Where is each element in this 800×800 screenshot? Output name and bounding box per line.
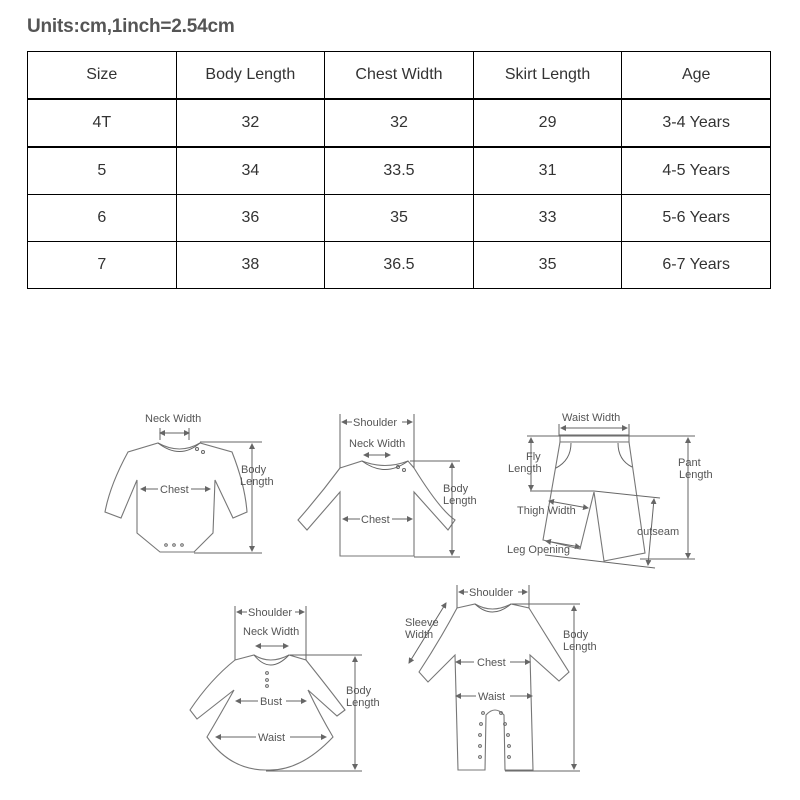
cell: 31 (473, 147, 622, 195)
label-shoulder: Shoulder (248, 607, 293, 619)
label-waist: Waist (478, 691, 506, 703)
label-body-length-1: Body (346, 685, 372, 697)
cell: 33 (473, 195, 622, 242)
label-neck-width: Neck Width (243, 626, 300, 638)
label-sleeve-width-1: Sleeve (405, 617, 439, 629)
dress-diagram (190, 606, 380, 771)
label-body-length-2: Length (563, 641, 597, 653)
label-body-length-1: Body (443, 483, 469, 495)
header-chest-width: Chest Width (325, 52, 474, 100)
label-body-length-1: Body (241, 464, 267, 476)
cell: 32 (325, 99, 474, 147)
cell: 32 (176, 99, 325, 147)
label-shoulder: Shoulder (469, 587, 514, 599)
label-chest: Chest (477, 657, 506, 669)
label-body-length-1: Body (563, 629, 589, 641)
cell: 33.5 (325, 147, 474, 195)
label-chest: Chest (160, 484, 189, 496)
label-body-length-2: Length (240, 476, 274, 488)
label-pant-length-1: Pant (678, 457, 701, 469)
cell: 36 (176, 195, 325, 242)
label-thigh-width: Thigh Width (517, 505, 576, 517)
cell: 5-6 Years (622, 195, 771, 242)
cell: 4-5 Years (622, 147, 771, 195)
label-bust: Bust (260, 696, 283, 708)
header-size: Size (28, 52, 177, 100)
cell: 6 (28, 195, 177, 242)
cell: 35 (473, 242, 622, 289)
label-fly-length-2: Length (508, 463, 542, 475)
label-waist-width: Waist Width (562, 412, 621, 424)
label-neck-width: Neck Width (349, 438, 406, 450)
label-pant-length-2: Length (679, 469, 713, 481)
header-age: Age (622, 52, 771, 100)
header-skirt-length: Skirt Length (473, 52, 622, 100)
label-shoulder: Shoulder (353, 417, 398, 429)
pants-diagram (507, 412, 713, 568)
cell: 4T (28, 99, 177, 147)
header-body-length: Body Length (176, 52, 325, 100)
cell: 38 (176, 242, 325, 289)
cell: 6-7 Years (622, 242, 771, 289)
cell: 29 (473, 99, 622, 147)
label-fly-length-1: Fly (526, 451, 541, 463)
label-body-length-2: Length (346, 697, 380, 709)
label-sleeve-width-2: Width (405, 629, 434, 641)
cell: 3-4 Years (622, 99, 771, 147)
label-outseam: outseam (637, 526, 680, 538)
cell: 34 (176, 147, 325, 195)
label-chest: Chest (361, 514, 390, 526)
label-neck-width: Neck Width (145, 413, 202, 425)
units-note: Units:cm,1inch=2.54cm (27, 16, 235, 37)
cell: 7 (28, 242, 177, 289)
top-diagram (298, 414, 477, 557)
label-leg-opening: Leg Opening (507, 544, 570, 556)
cell: 5 (28, 147, 177, 195)
cell: 35 (325, 195, 474, 242)
label-body-length-2: Length (443, 495, 477, 507)
romper-diagram (405, 585, 597, 771)
label-waist: Waist (258, 732, 286, 744)
bodysuit-diagram (105, 413, 274, 553)
cell: 36.5 (325, 242, 474, 289)
